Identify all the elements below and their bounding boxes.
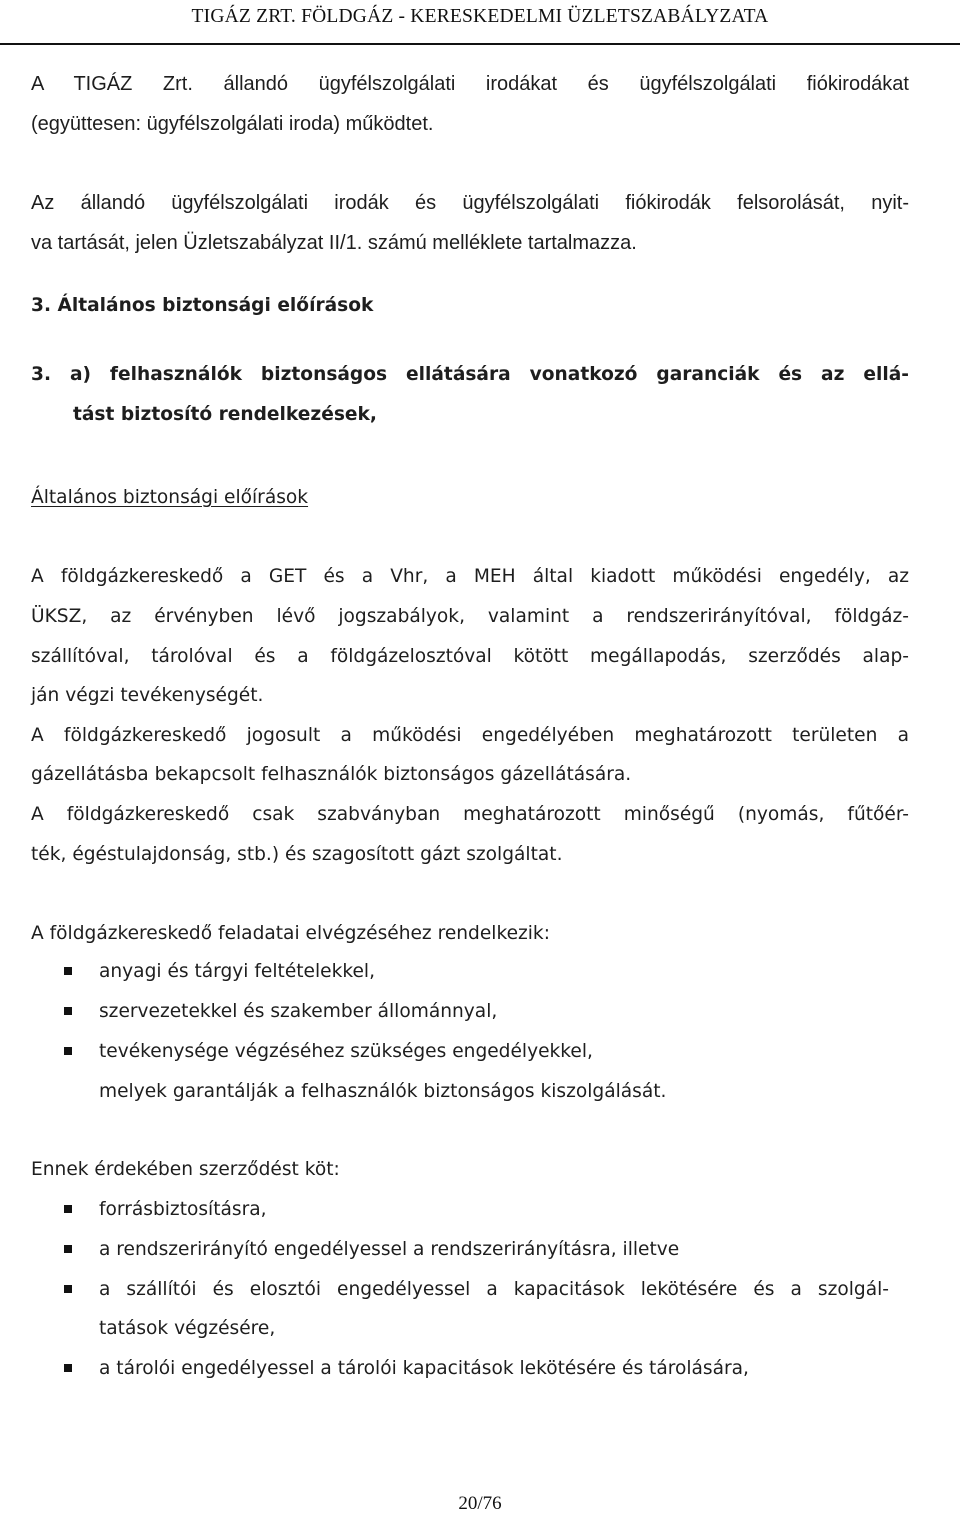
body-p3-line1: A földgázkereskedő a GET és a Vhr, a MEH által kiadott működési engedély, az <box>31 566 909 587</box>
intro-p1-line2: (együttesen: ügyfélszolgálati iroda) működtet. <box>31 113 434 135</box>
list1-intro: A földgázkereskedő feladatai elvégzéséhez rendelkezik: <box>31 923 550 944</box>
body-p3-line3: szállítóval, tárolóval és a földgázelosztóval kötött megállapodás, szerződés alap- <box>31 646 909 667</box>
body-p5-line1: A földgázkereskedő csak szabványban meghatározott minőségű (nyomás, fűtőér- <box>31 804 909 825</box>
body-p3-line4: ján végzi tevékenységét. <box>31 685 264 706</box>
list-item-text: forrásbiztosításra, <box>99 1199 267 1220</box>
bullet-icon <box>64 1047 72 1055</box>
page-header <box>0 0 960 45</box>
list-item-text: tevékenysége végzéséhez szükséges engedélyekkel, <box>99 1041 593 1062</box>
bullet-icon <box>64 1285 72 1293</box>
list-item-text-continued: tatások végzésére, <box>99 1318 276 1339</box>
bullet-icon <box>64 967 72 975</box>
section-heading: 3. Általános biztonsági előírások <box>31 295 374 316</box>
bullet-icon <box>64 1245 72 1253</box>
bullet-icon <box>64 1364 72 1372</box>
bullet-icon <box>64 1007 72 1015</box>
list1-after: melyek garantálják a felhasználók biztonságos kiszolgálását. <box>99 1081 667 1102</box>
header-title: TIGÁZ ZRT. FÖLDGÁZ - KERESKEDELMI ÜZLETSZABÁLYZATA <box>191 6 769 27</box>
list-item-text: anyagi és tárgyi feltételekkel, <box>99 961 375 982</box>
list-item-text: a rendszerirányító engedélyessel a rendszerirányításra, illetve <box>99 1239 680 1260</box>
body-p4-line1: A földgázkereskedő jogosult a működési engedélyében meghatározott területen a <box>31 725 909 746</box>
intro-p2-line1: Az állandó ügyfélszolgálati irodák és ügyfélszolgálati fiókirodák felsorolását, nyit- <box>31 192 909 214</box>
intro-p2-line2: va tartását, jelen Üzletszabályzat II/1. számú melléklete tartalmazza. <box>31 232 637 254</box>
list2-intro: Ennek érdekében szerződést köt: <box>31 1159 340 1180</box>
subheading-line1: 3. a) felhasználók biztonságos ellátására vonatkozó garanciák és az ellá- <box>31 364 909 385</box>
body-p4-line2: gázellátásba bekapcsolt felhasználók biztonságos gázellátására. <box>31 764 632 785</box>
underlined-title: Általános biztonsági előírások <box>31 487 309 508</box>
list-item-text: szervezetekkel és szakember állománnyal, <box>99 1001 498 1022</box>
body-p3-line2: ÜKSZ, az érvényben lévő jogszabályok, valamint a rendszerirányítóval, földgáz- <box>31 606 909 627</box>
intro-p1-line1: A TIGÁZ Zrt. állandó ügyfélszolgálati irodákat és ügyfélszolgálati fiókirodákat <box>31 73 909 95</box>
bullet-icon <box>64 1205 72 1213</box>
subheading-line2: tást biztosító rendelkezések, <box>73 404 377 425</box>
list-item-text: a tárolói engedélyessel a tárolói kapacitások lekötésére és tárolására, <box>99 1358 749 1379</box>
body-p5-line2: ték, égéstulajdonság, stb.) és szagosított gázt szolgáltat. <box>31 844 563 865</box>
list-item-text: a szállítói és elosztói engedélyessel a kapacitások lekötésére és a szolgál- <box>99 1279 889 1300</box>
page-number: 20/76 <box>458 1493 502 1514</box>
